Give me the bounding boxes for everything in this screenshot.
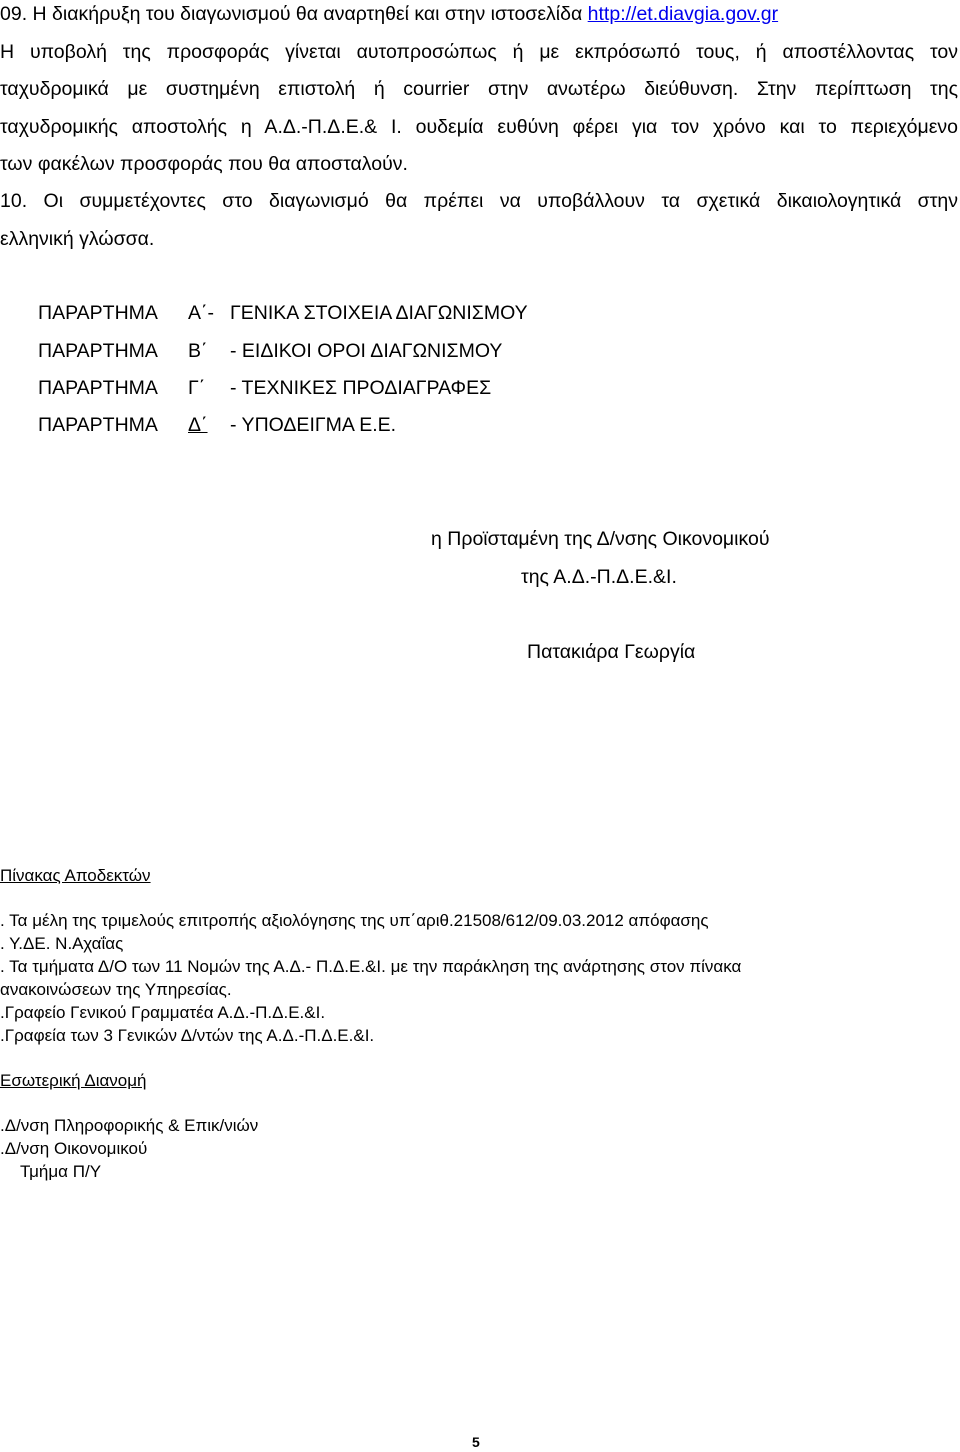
recipient-item: .Γραφείο Γενικού Γραμματέα Α.Δ.-Π.Δ.Ε.&Ι. bbox=[0, 1003, 326, 1022]
annex-title: - ΥΠΟΔΕΙΓΜΑ Ε.Ε. bbox=[230, 414, 397, 436]
recipient-item: . Τα τμήματα Δ/Ο των 11 Νομών της Α.Δ.- Π.Δ.Ε.&Ι. με την παράκληση της ανάρτησης στον πίνακα bbox=[0, 957, 742, 976]
recipient-item: .Γραφεία των 3 Γενικών Δ/ντών της Α.Δ.-Π.Δ.Ε.&Ι. bbox=[0, 1026, 375, 1045]
annex-letter: Δ΄ bbox=[188, 414, 208, 436]
page-number: 5 bbox=[472, 1434, 480, 1450]
signature-role-line2: της Α.Δ.-Π.Δ.Ε.&Ι. bbox=[521, 566, 677, 588]
signature-name: Πατακιάρα Γεωργία bbox=[527, 641, 696, 663]
recipient-item: . Τα μέλη της τριμελούς επιτροπής αξιολόγησης της υπ΄αριθ.21508/612/09.03.2012 απόφασης bbox=[0, 911, 709, 930]
annex-letter: Α΄- bbox=[188, 302, 214, 324]
para9-line1-text: 09. Η διακήρυξη του διαγωνισμού θα αναρτηθεί και στην ιστοσελίδα bbox=[0, 3, 588, 25]
para9-line3: ταχυδρομικά με συστημένη επιστολή ή courrier στην ανωτέρω διεύθυνση. Στην περίπτωση της bbox=[0, 78, 958, 100]
annex-title: - ΤΕΧΝΙΚΕΣ ΠΡΟΔΙΑΓΡΑΦΕΣ bbox=[230, 377, 492, 399]
annex-label: ΠΑΡΑΡΤΗΜΑ bbox=[38, 340, 158, 362]
annex-letter: Γ΄ bbox=[188, 377, 206, 399]
annex-a bbox=[38, 301, 528, 325]
para9-line4: ταχυδρομικής αποστολής η Α.Δ.-Π.Δ.Ε.& Ι. ουδεμία ευθύνη φέρει για τον χρόνο και το περιεχόμενο bbox=[0, 116, 958, 138]
internal-item: .Δ/νση Οικονομικού bbox=[0, 1139, 148, 1158]
para9-line1 bbox=[0, 2, 778, 26]
diavgia-link[interactable]: http://et.diavgia.gov.gr bbox=[587, 3, 779, 25]
annex-d bbox=[38, 413, 396, 437]
annex-b bbox=[38, 339, 502, 363]
annex-label: ΠΑΡΑΡΤΗΜΑ bbox=[38, 302, 158, 324]
annex-letter: Β΄ bbox=[188, 340, 208, 362]
annex-title: - ΕΙΔΙΚΟΙ ΟΡΟΙ ΔΙΑΓΩΝΙΣΜΟΥ bbox=[230, 340, 503, 362]
para9-line2: Η υποβολή της προσφοράς γίνεται αυτοπροσώπως ή με εκπρόσωπό τους, ή αποστέλλοντας τον bbox=[0, 41, 958, 63]
para9-line5: των φακέλων προσφοράς που θα αποσταλούν. bbox=[0, 153, 408, 175]
annex-label: ΠΑΡΑΡΤΗΜΑ bbox=[38, 377, 158, 399]
recipient-item: . Υ.ΔΕ. Ν.Αχαΐας bbox=[0, 934, 124, 953]
para10-line2: ελληνική γλώσσα. bbox=[0, 228, 155, 250]
recipient-item: ανακοινώσεων της Υπηρεσίας. bbox=[0, 980, 232, 999]
annex-c bbox=[38, 376, 491, 400]
internal-item: .Δ/νση Πληροφορικής & Επικ/νιών bbox=[0, 1116, 259, 1135]
signature-role-line1: η Προϊσταμένη της Δ/νσης Οικονομικού bbox=[431, 528, 770, 550]
annex-label: ΠΑΡΑΡΤΗΜΑ bbox=[38, 414, 158, 436]
recipients-heading: Πίνακας Αποδεκτών bbox=[0, 866, 151, 885]
para10-line1: 10. Οι συμμετέχοντες στο διαγωνισμό θα πρέπει να υποβάλλουν τα σχετικά δικαιολογητικά στην bbox=[0, 190, 958, 212]
internal-heading: Εσωτερική Διανομή bbox=[0, 1071, 147, 1090]
internal-item: Τμήμα Π/Υ bbox=[20, 1162, 102, 1181]
annex-title: ΓΕΝΙΚΑ ΣΤΟΙΧΕΙΑ ΔΙΑΓΩΝΙΣΜΟΥ bbox=[230, 302, 528, 324]
